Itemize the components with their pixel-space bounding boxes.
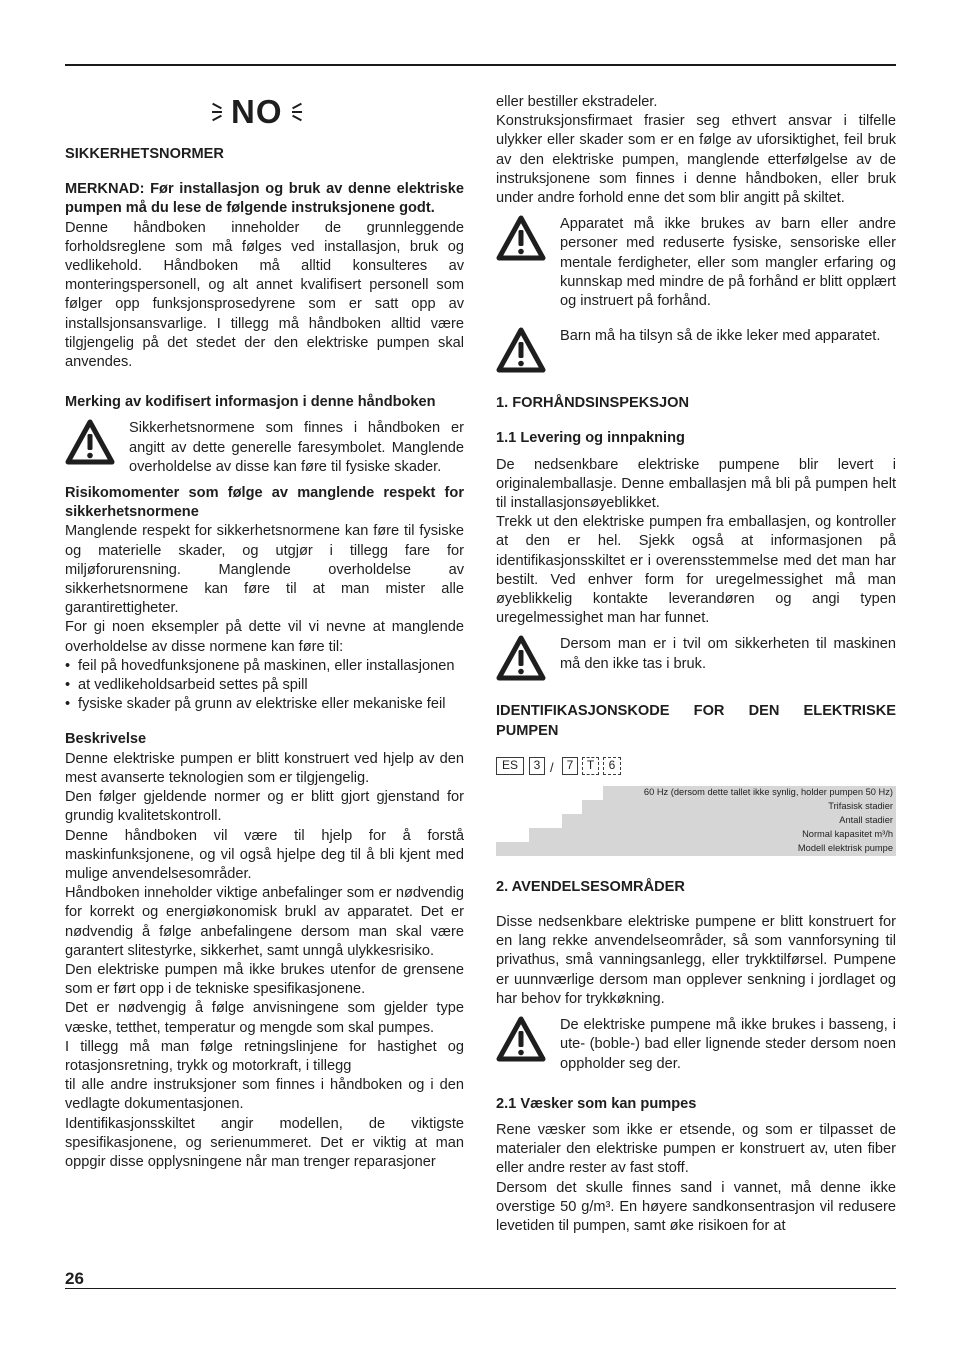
id-label-capacity: Normal kapasitet m³/h <box>529 828 896 842</box>
risk-list <box>65 657 464 715</box>
description-paragraph: Håndboken inneholder viktige anbefalinger som er nødvendig for korrekt og energiøkonomisk brukl av apparatet. Det er nødvendig å følge anbefalingene dersom man skal være garantert slitestyrke, sikkerhet, samt unngå ulykkesrisiko. <box>65 885 464 959</box>
warning-block <box>65 419 464 477</box>
note-bold: MERKNAD: Før installasjon og bruk av denne elektriske pumpen må du lese de følgende instruksjonene godt. <box>65 181 464 217</box>
description-heading: Beskrivelse <box>65 731 147 748</box>
note-text: Denne håndboken inneholder de grunnleggende forholdsreglene som må følges ved installasjon, bruk og vedlikehold. Håndboken må alltid konsulteres av monteringspersonell, og alt annet kvalifisert personell som følger opp funksjonsprosedyrene som er satt opp av installsjonsansvarlige. I tillegg må håndboken alltid være tilgjengelig på det stedet der den elektriske pumpen skal anvendes. <box>65 219 464 371</box>
description-paragraph: Denne håndboken vil være til hjelp for å forstå maskinfunksjonene, og vil også hjelpe deg til å bli kjent med mulige anvendelsesområder. <box>65 827 464 882</box>
section-2-heading: 2. AVENDELSESOMRÅDER <box>496 878 685 895</box>
id-code-diagram <box>496 757 896 857</box>
id-label-three-phase: Trifasisk stadier <box>582 800 896 814</box>
description-paragraph: I tillegg må man følge retningslinjene for hastighet og rotasjonsretning, trykk og motorkraft, i tillegg <box>65 1038 464 1074</box>
list-item: • feil på hovedfunksjonene på maskinen, eller installasjonen <box>65 657 464 676</box>
doubt-warning-text: Dersom man er i tvil om sikkerheten til maskinen må den ikke tas i bruk. <box>560 636 896 672</box>
description-paragraph: Denne elektriske pumpen er blitt konstruert ved hjelp av den mest avanserte teknologien som er tilgjengelig. <box>65 750 464 786</box>
delivery-text: De nedsenkbare elektriske pumpene blir levert i originalemballasje. Denne emballasjen må bli på pumpen helt til installasjonsøyeblikket. <box>496 456 896 512</box>
description-paragraph: Identifikasjonsskiltet angir modellen, de viktigste spesifikasjonene, og serienummeret. Det er viktig at man oppgir disse opplysningene når man trenger reparasjoner <box>65 1115 464 1170</box>
warning-triangle-icon <box>496 215 560 261</box>
accent-marks-icon <box>292 105 302 119</box>
liquids-text: Rene væsker som ikke er etsende, og som er tilpasset de materialer den elektriske pumpen er konstruert av, uten fiber eller andre rester av fast stoff. <box>496 1121 896 1177</box>
warning-triangle-icon <box>496 1016 560 1062</box>
warning-block <box>496 215 896 311</box>
section-2-1-heading: 2.1 Væsker som kan pumpes <box>496 1095 697 1112</box>
heading-safety: SIKKERHETSNORMER <box>65 146 224 162</box>
warning-triangle-icon <box>496 327 560 373</box>
id-label-model: Modell elektrisk pumpe <box>496 842 896 856</box>
right-column <box>496 93 896 1236</box>
warning-block <box>496 635 896 681</box>
list-item: • fysiske skader på grunn av elektriske eller mekaniske feil <box>65 695 464 714</box>
description-paragraph: Den følger gjeldende normer og er blitt gjort gjenstand for grundig kvalitetskontroll. <box>65 789 464 825</box>
warning-block <box>496 327 896 373</box>
section-1-heading: 1. FORHÅNDSINSPEKSJON <box>496 395 689 412</box>
description-paragraph: Det er nødvengig å følge anvisningene som gjelder type væske, tetthet, temperatur og mengde som skal pumpes. <box>65 1000 464 1036</box>
bottom-rule <box>65 1288 896 1289</box>
continuation-text: eller bestiller ekstradeler. <box>496 94 658 110</box>
warning-block <box>496 1016 896 1074</box>
id-separator: / <box>550 759 554 775</box>
accent-marks-icon <box>212 105 222 119</box>
id-label-frequency: 60 Hz (dersom dette tallet ikke synlig, holder pumpen 50 Hz) <box>603 786 896 800</box>
id-label-stages: Antall stadier <box>562 814 896 828</box>
id-box-three-phase: T <box>582 757 599 775</box>
id-code-heading: IDENTIFIKASJONSKODE FOR DEN ELEKTRISKE PUMPEN <box>496 703 896 739</box>
liability-text: Konstruksjonsfirmaet frasier seg ethvert ansvar i tilfelle ulykker eller skader som er en følge av uforsiktighet, feil bruk av den elektriske pumpen, manglende etterfølgelse av de instruksjonene som finnes i denne håndboken, eller bruk under andre forhold enne det som blir angitt på skiltet. <box>496 113 896 207</box>
id-box-frequency: 6 <box>603 757 621 775</box>
id-box-stages: 7 <box>562 757 578 775</box>
liquids-text-2: Dersom det skulle finnes sand i vannet, må denne ikke overstige 50 g/m³. En høyere sandkonsentrasjon vil redusere levetiden til pumpen, samt øke risikoen for at <box>496 1179 896 1234</box>
id-box-model: ES <box>496 757 524 775</box>
risk-heading: Risikomomenter som følge av manglende respekt for sikkerhetsnormene <box>65 485 464 521</box>
page-number: 26 <box>65 1269 84 1288</box>
risk-text: Manglende respekt for sikkerhetsnormene kan føre til fysiske og materielle skader, og utgjør i tillegg fare for miljøforurensning. Manglende overholdelse av sikkerhetsnormene kan føre til at man mister alle garantirettigheter. <box>65 523 464 617</box>
pool-warning-text: De elektriske pumpene må ikke brukes i basseng, i ute- (boble-) bad eller lignende steder dersom noen oppholder seg der. <box>560 1017 896 1072</box>
warning-triangle-icon <box>65 419 129 465</box>
supervision-warning-text: Barn må ha tilsyn så de ikke leker med apparatet. <box>560 328 881 345</box>
description-paragraph: Den elektriske pumpen må ikke brukes utenfor de grensene som er ført opp i de tekniske spesifikasjonene. <box>65 961 464 998</box>
warning-triangle-icon <box>496 635 560 681</box>
language-title <box>212 93 302 131</box>
top-rule <box>65 64 896 66</box>
list-item: • at vedlikeholdsarbeid settes på spill <box>65 676 464 695</box>
language-code: NO <box>231 93 283 130</box>
section-1-1-heading: 1.1 Levering og innpakning <box>496 430 685 447</box>
children-warning-text: Apparatet må ikke brukes av barn eller andre personer med reduserte fysiske, sensoriske eller mentale ferdigheter, eller som mangler erfaring og kunnskap med mindre de på forhånd er blitt opplært og instruert på forhånd. <box>560 216 896 310</box>
id-box-capacity: 3 <box>529 757 545 775</box>
delivery-text-2: Trekk ut den elektriske pumpen fra emballasjen, og kontroller at den er hel. Sjekk også at informasjonen på identifikasjonsskiltet er i overensstemmelse med det man har bestilt. Ved enhver form for uregelmessighet må man øyeblikkelig kontakte leverandøren og angi typen uregelmessighet man har funnet. <box>496 514 896 627</box>
description-paragraph: til alle andre instruksjoner som finnes i håndboken og i den vedlagte dokumentasjonen. <box>65 1077 464 1113</box>
left-column <box>65 145 464 1172</box>
applications-text: Disse nedsenkbare elektriske pumpene er blitt konstruert for en lang rekke anvendelseområder, så som vannforsyning til privathus, små vanningsanlegg, eller trykktilførsel. Pumpene er uunnværlige dersom man opplever senkning i jordlaget og har behov for trykkøkning. <box>496 914 896 1007</box>
marking-warning-text: Sikkerhetsnormene som finnes i håndboken er angitt av dette generelle faresymbolet. Manglende overholdelse av disse kan føre til fysiske skader. <box>129 420 464 475</box>
risk-text-2: For gi noen eksempler på dette vil vi nevne at manglende overholdelse av disse normene kan føre til: <box>65 619 464 655</box>
marking-heading: Merking av kodifisert informasjon i denne håndboken <box>65 394 436 411</box>
